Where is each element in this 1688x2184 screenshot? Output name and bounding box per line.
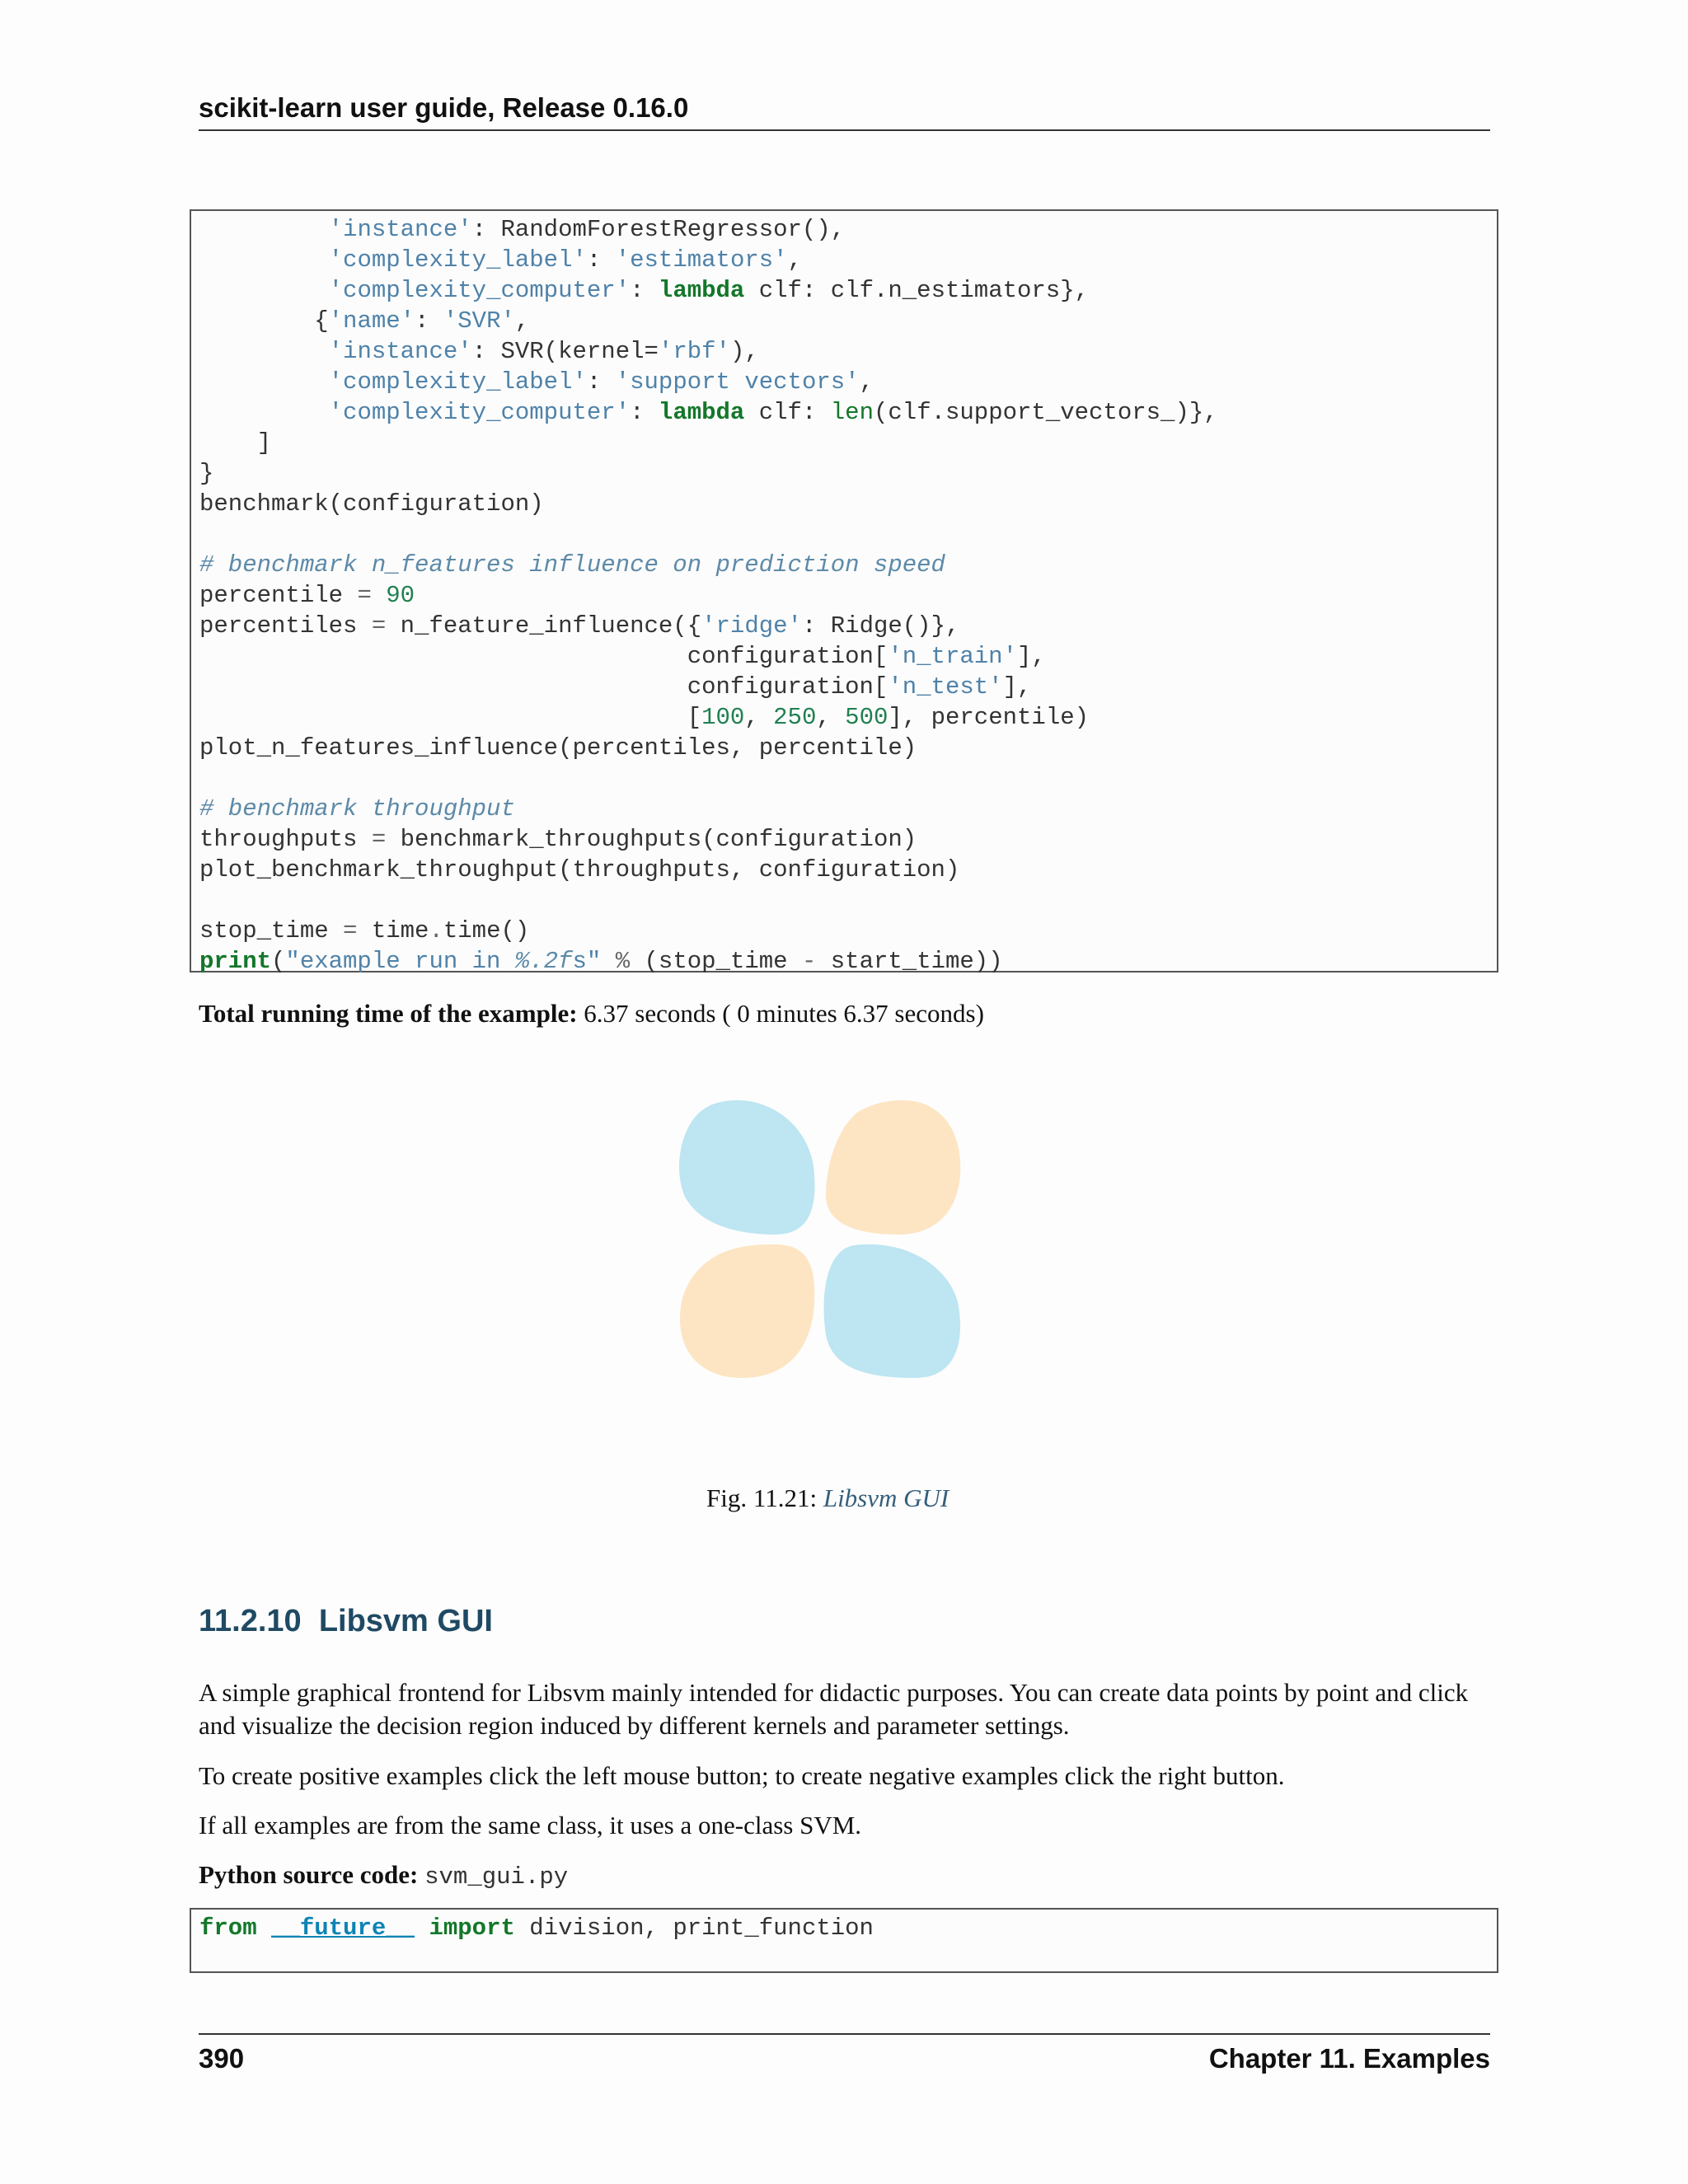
code-line: # benchmark n_features influence on prediction speed xyxy=(199,551,945,579)
code-line: print("example run in %.2fs" % (stop_time - start_time)) xyxy=(199,948,1003,975)
section-paragraph: If all examples are from the same class, it uses a one-class SVM. xyxy=(199,1811,862,1840)
code-line: } xyxy=(199,460,214,487)
code-line: percentiles = n_feature_influence({'ridge': Ridge()}, xyxy=(199,612,960,640)
section-title: Libsvm GUI xyxy=(318,1604,493,1638)
code-line: 'instance': RandomForestRegressor(), xyxy=(328,216,846,243)
header-rule xyxy=(199,129,1490,131)
code-line: plot_benchmark_throughput(throughputs, configuration) xyxy=(199,856,960,883)
code-line: configuration['n_test'], xyxy=(199,673,1032,701)
libsvm-gui-figure xyxy=(676,1096,964,1385)
code-line: ] xyxy=(199,429,272,457)
code-line: [100, 250, 500], percentile) xyxy=(199,704,1090,731)
code-line: 'complexity_label': 'estimators', xyxy=(328,246,802,274)
code-line: benchmark(configuration) xyxy=(199,490,544,518)
code-block xyxy=(190,209,1498,975)
code-line: plot_n_features_influence(percentiles, percentile) xyxy=(199,734,917,762)
code-line: {'name': 'SVR', xyxy=(199,307,530,335)
code-line: configuration['n_train'], xyxy=(199,643,1046,670)
code-line: percentile = 90 xyxy=(199,582,415,609)
section-heading xyxy=(199,1604,493,1639)
decision-region-blob xyxy=(826,1100,960,1235)
code-line: throughputs = benchmark_throughputs(configuration) xyxy=(199,826,917,853)
code-module: __future__ xyxy=(271,1915,415,1942)
code-line: 'complexity_label': 'support vectors', xyxy=(328,368,874,396)
code-line xyxy=(199,1913,874,1943)
running-header: scikit-learn user guide, Release 0.16.0 xyxy=(199,92,689,123)
code-line: 'complexity_computer': lambda clf: len(clf.support_vectors_)}, xyxy=(328,399,1218,426)
code-line: # benchmark throughput xyxy=(199,795,515,823)
code-keyword-import: import xyxy=(429,1915,515,1942)
source-label: Python source code: xyxy=(199,1860,419,1889)
total-time-label: Total running time of the example: xyxy=(199,999,578,1028)
section-number: 11.2.10 xyxy=(199,1604,302,1638)
page-number: 390 xyxy=(199,2043,245,2074)
code-keyword-from: from xyxy=(199,1915,257,1942)
figure-link[interactable]: Libsvm GUI xyxy=(823,1483,950,1512)
decision-region-blob xyxy=(679,1100,814,1235)
code-line: 'complexity_computer': lambda clf: clf.n_estimators}, xyxy=(328,277,1090,304)
code-line: 'instance': SVR(kernel='rbf'), xyxy=(328,338,759,365)
decision-region-blob xyxy=(824,1244,960,1378)
figure-caption xyxy=(706,1483,949,1513)
source-file: svm_gui.py xyxy=(424,1863,569,1891)
decision-region-blob xyxy=(680,1244,814,1378)
total-time-value: 6.37 seconds ( 0 minutes 6.37 seconds) xyxy=(584,999,984,1028)
total-running-time xyxy=(199,997,1490,1030)
figure-number: Fig. 11.21: xyxy=(706,1483,823,1512)
code-block xyxy=(190,1908,1498,1973)
section-paragraph: A simple graphical frontend for Libsvm mainly intended for didactic purposes. You can create data points by point and click and visualize the decision region induced by different kernels and parameter settings. xyxy=(199,1678,1469,1740)
section-paragraph: To create positive examples click the left mouse button; to create negative examples click the right button. xyxy=(199,1761,1285,1790)
code-line: stop_time = time.time() xyxy=(199,917,530,944)
source-code-line xyxy=(199,1858,1490,1894)
code-imports: division, print_function xyxy=(529,1915,874,1942)
chapter-title: Chapter 11. Examples xyxy=(1208,2043,1490,2074)
footer-rule xyxy=(199,2033,1490,2035)
